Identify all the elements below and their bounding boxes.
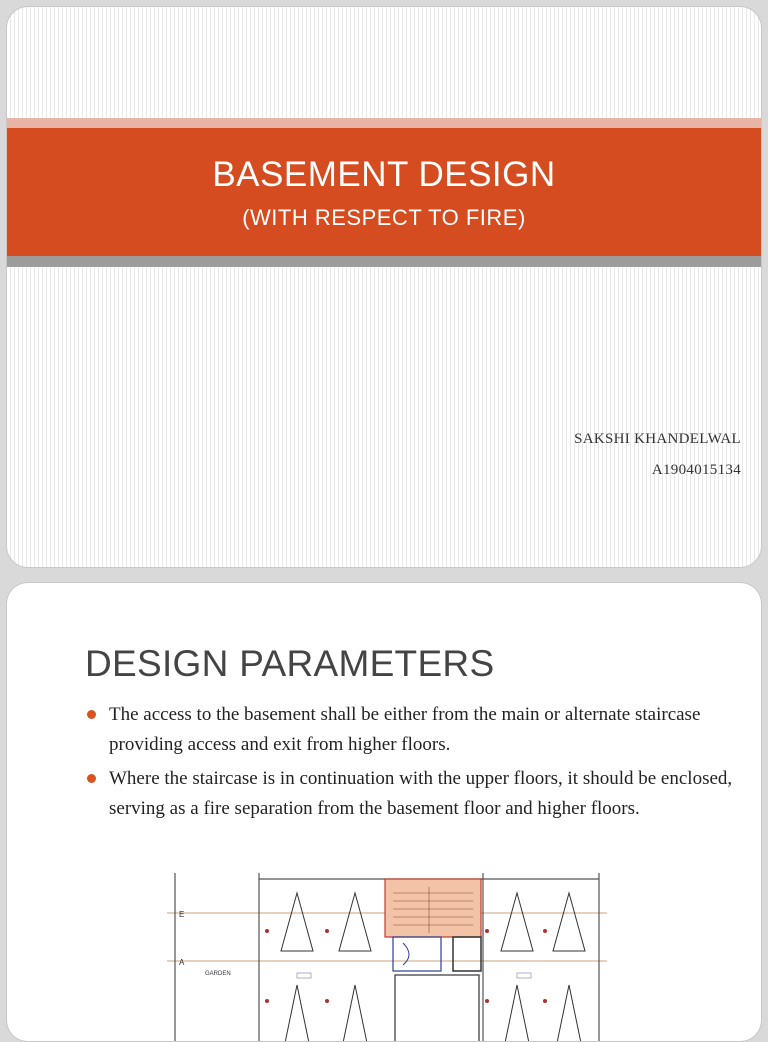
bullet-text: The access to the basement shall be either from the main or alternate staircase providing access and exit from higher floors. bbox=[109, 704, 701, 755]
bullet-dot-icon bbox=[87, 774, 96, 783]
floor-plan-image bbox=[167, 873, 607, 1042]
bullet-item bbox=[85, 764, 735, 824]
bullet-item bbox=[85, 700, 735, 760]
title-bar bbox=[7, 128, 761, 256]
bullet-text: Where the staircase is in continuation with the upper floors, it should be enclosed, serving as a fire separation from the basement floor and higher floors. bbox=[109, 768, 733, 819]
slide-subtitle: (WITH RESPECT TO FIRE) bbox=[242, 205, 526, 230]
plan-garden-label: GARDEN bbox=[205, 971, 231, 977]
plan-row-a-label: A bbox=[179, 958, 185, 967]
author-id: A1904015134 bbox=[651, 462, 741, 478]
bullet-dot-icon bbox=[87, 710, 96, 719]
title-bottom-band bbox=[7, 256, 761, 267]
title-top-band bbox=[7, 118, 761, 128]
slide-title: BASEMENT DESIGN bbox=[212, 155, 556, 194]
content-slide bbox=[6, 582, 762, 1042]
plan-row-e-label: E bbox=[179, 910, 185, 919]
section-heading: DESIGN PARAMETERS bbox=[85, 643, 495, 684]
title-slide bbox=[6, 6, 762, 568]
bullet-list bbox=[85, 700, 735, 828]
author-name: SAKSHI KHANDELWAL bbox=[574, 431, 741, 447]
